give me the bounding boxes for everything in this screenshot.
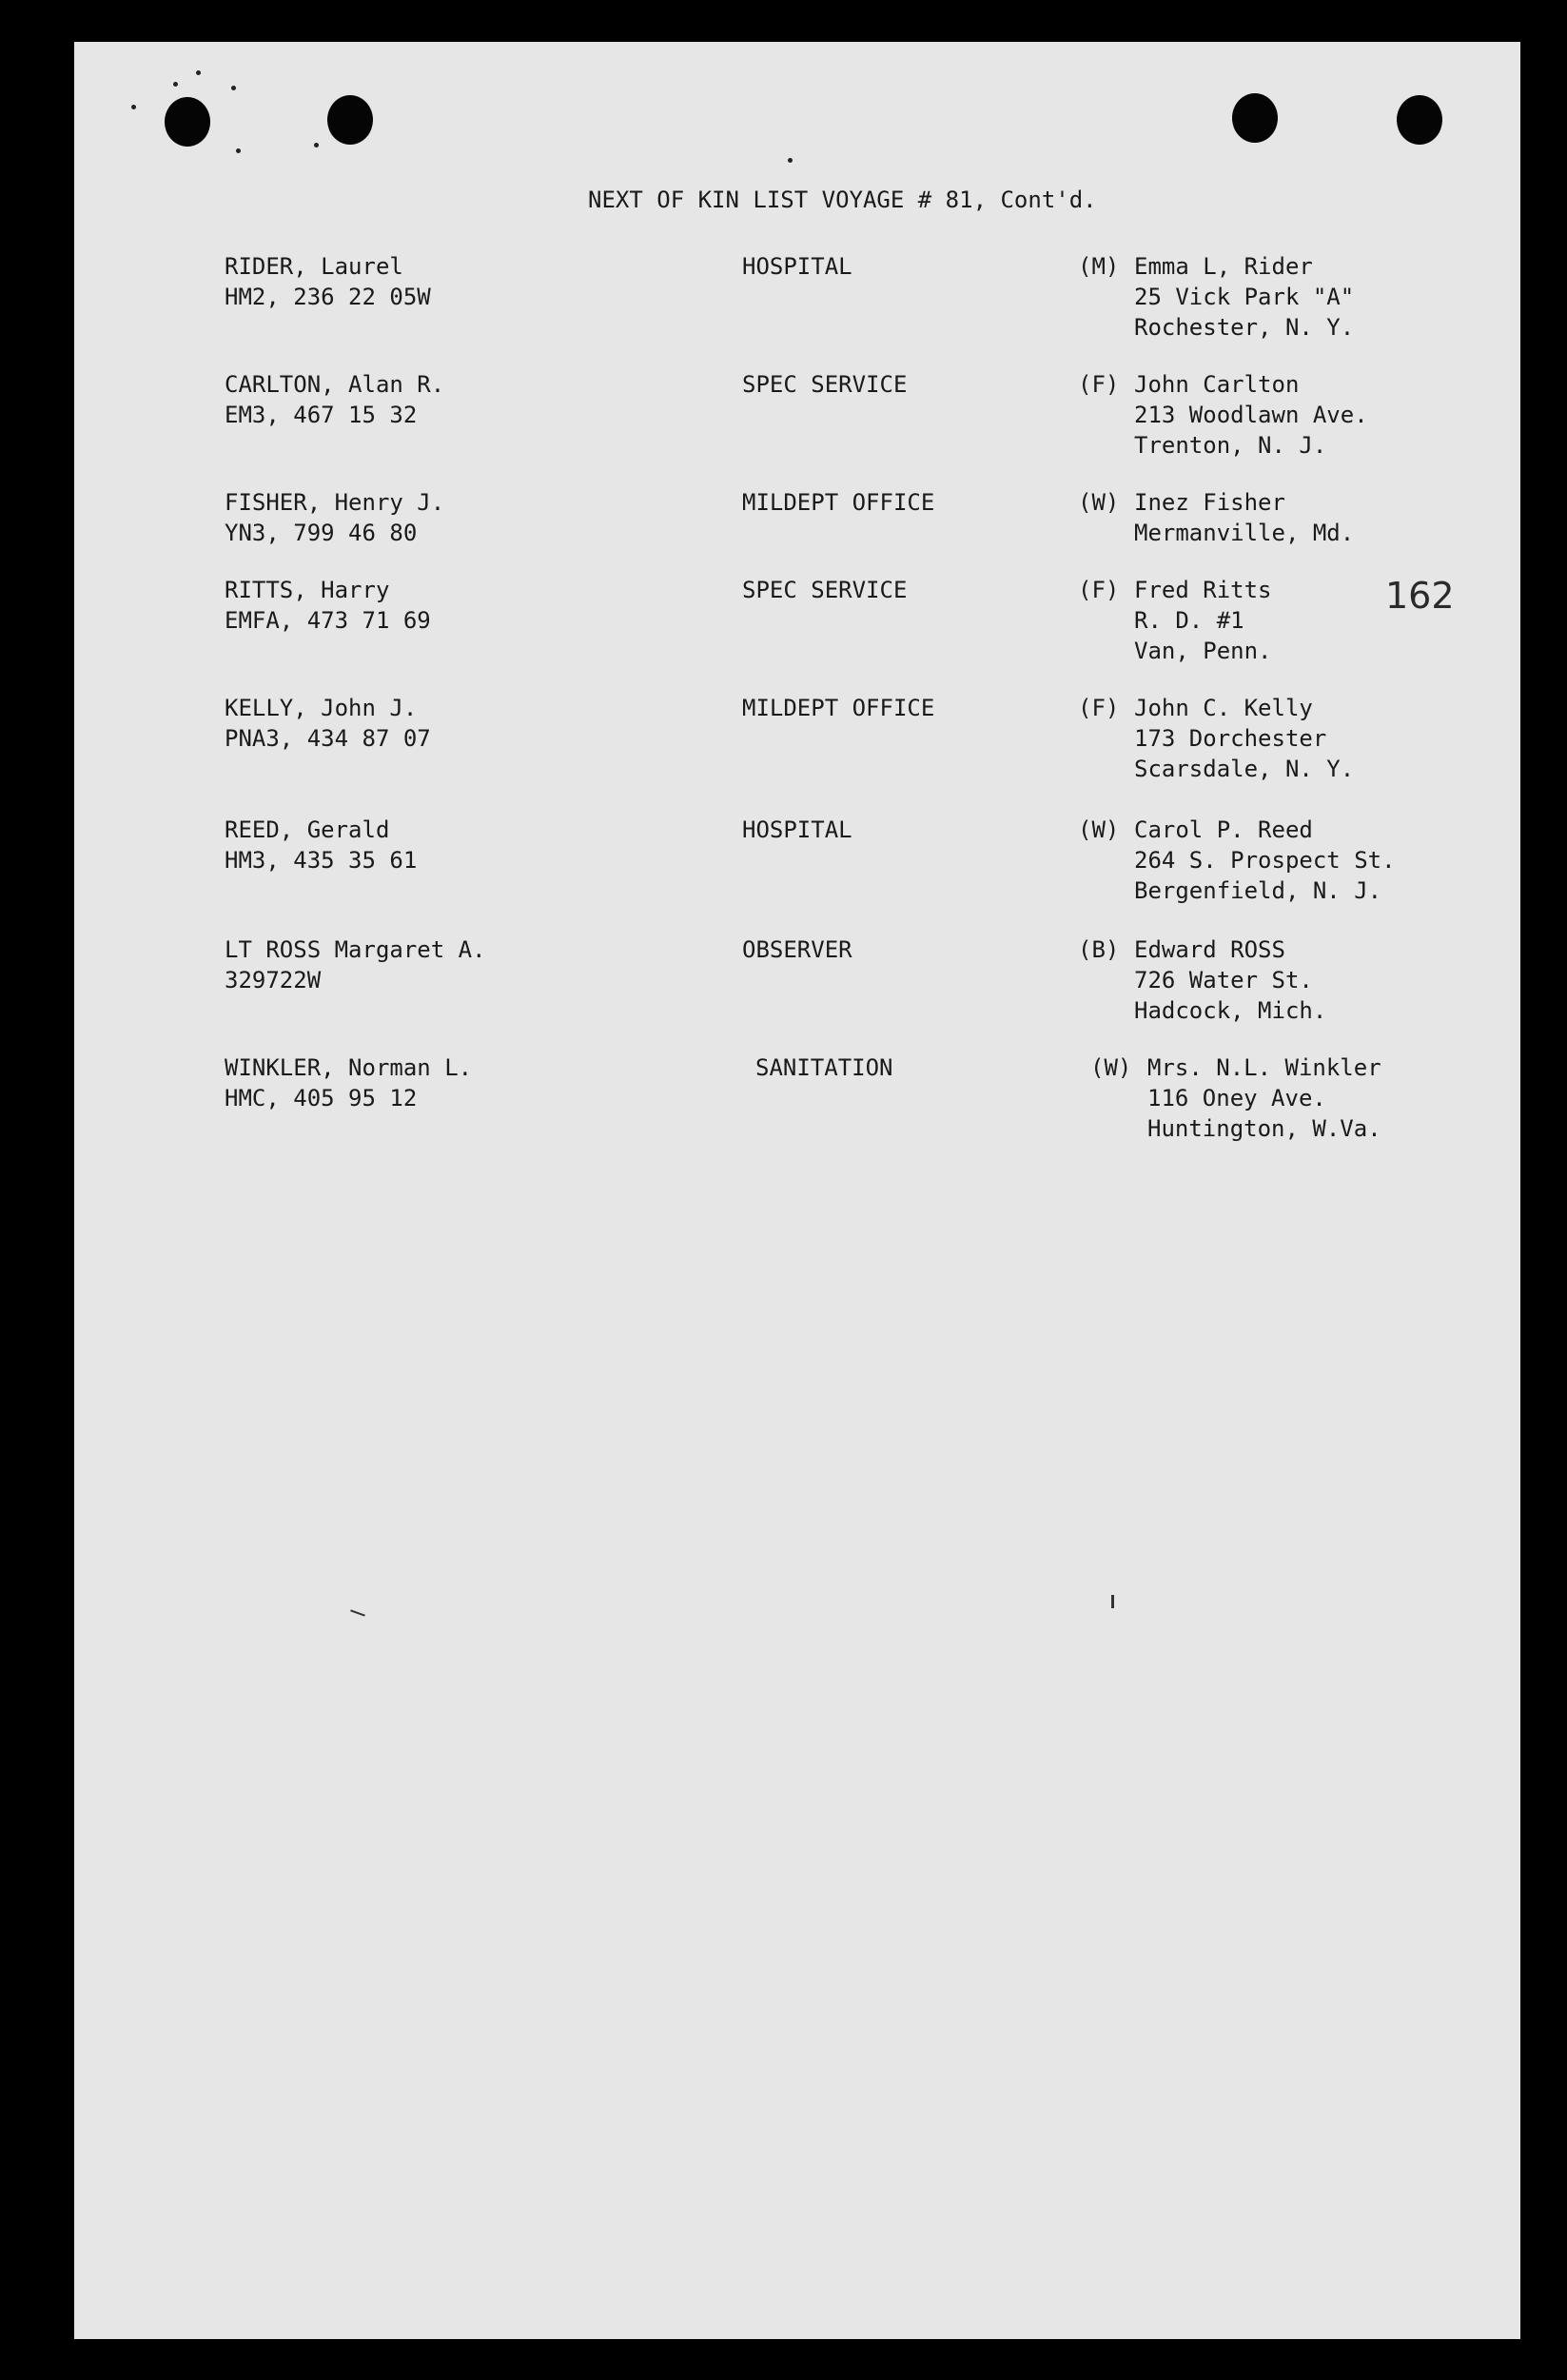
rate-service-number: YN3, 799 46 80 <box>225 520 418 546</box>
rate-service-number: 329722W <box>225 967 322 993</box>
assignment: SPEC SERVICE <box>742 371 908 398</box>
serviceman-block <box>225 487 444 548</box>
serviceman-block <box>225 251 431 312</box>
serviceman-name: REED, Gerald <box>225 816 390 843</box>
kin-line: Trenton, N. J. <box>1134 432 1327 459</box>
rate-service-number: HM3, 435 35 61 <box>225 847 418 874</box>
punch-hole-icon <box>327 95 373 145</box>
serviceman-name: RIDER, Laurel <box>225 253 403 280</box>
ink-speck <box>196 70 201 75</box>
page-number: 162 <box>1385 575 1455 617</box>
kin-address-block <box>1134 693 1354 784</box>
kin-relation: (M) <box>1078 253 1120 280</box>
assignment: OBSERVER <box>742 936 852 963</box>
kin-line: 116 Oney Ave. <box>1147 1085 1326 1111</box>
kin-relation: (B) <box>1078 936 1120 963</box>
kin-address-block <box>1134 934 1326 1026</box>
serviceman-name: RITTS, Harry <box>225 577 390 603</box>
kin-line: Rochester, N. Y. <box>1134 314 1355 341</box>
kin-line: Emma L, Rider <box>1134 253 1313 280</box>
serviceman-name: KELLY, John J. <box>225 695 418 721</box>
assignment: SPEC SERVICE <box>742 577 908 603</box>
assignment: MILDEPT OFFICE <box>742 695 935 721</box>
kin-line: John Carlton <box>1134 371 1300 398</box>
serviceman-block <box>225 369 444 430</box>
punch-hole-icon <box>1397 95 1442 145</box>
kin-line: John C. Kelly <box>1134 695 1313 721</box>
assignment: HOSPITAL <box>742 816 852 843</box>
stray-mark <box>350 1609 365 1616</box>
ink-speck <box>173 82 178 87</box>
assignment: MILDEPT OFFICE <box>742 489 935 516</box>
kin-line: Fred Ritts <box>1134 577 1272 603</box>
kin-relation: (F) <box>1078 371 1120 398</box>
kin-relation: (W) <box>1078 816 1120 843</box>
kin-address-block <box>1134 575 1272 666</box>
kin-line: Huntington, W.Va. <box>1147 1115 1381 1142</box>
kin-line: Mrs. N.L. Winkler <box>1147 1054 1381 1081</box>
kin-line: Scarsdale, N. Y. <box>1134 756 1355 782</box>
rate-service-number: HM2, 236 22 05W <box>225 284 431 310</box>
kin-relation: (W) <box>1090 1054 1132 1081</box>
kin-line: Carol P. Reed <box>1134 816 1313 843</box>
kin-address-block <box>1134 251 1354 343</box>
rate-service-number: EMFA, 473 71 69 <box>225 607 431 634</box>
kin-line: 213 Woodlawn Ave. <box>1134 402 1368 428</box>
kin-line: 173 Dorchester <box>1134 725 1327 752</box>
ink-speck <box>231 86 236 90</box>
kin-line: Edward ROSS <box>1134 936 1285 963</box>
ink-speck <box>236 148 241 153</box>
kin-line: R. D. #1 <box>1134 607 1244 634</box>
punch-hole-icon <box>165 97 210 147</box>
kin-line: 726 Water St. <box>1134 967 1313 993</box>
ink-speck <box>788 158 793 163</box>
kin-relation: (W) <box>1078 489 1120 516</box>
assignment: HOSPITAL <box>742 253 852 280</box>
serviceman-block <box>225 934 486 995</box>
document-page <box>74 42 1520 2339</box>
serviceman-name: FISHER, Henry J. <box>225 489 445 516</box>
kin-address-block <box>1147 1052 1381 1144</box>
kin-address-block <box>1134 369 1368 461</box>
kin-line: 264 S. Prospect St. <box>1134 847 1396 874</box>
kin-line: Van, Penn. <box>1134 638 1272 664</box>
serviceman-name: CARLTON, Alan R. <box>225 371 445 398</box>
stray-mark <box>1111 1595 1114 1608</box>
kin-line: Bergenfield, N. J. <box>1134 877 1382 904</box>
kin-line: Inez Fisher <box>1134 489 1285 516</box>
rate-service-number: PNA3, 434 87 07 <box>225 725 431 752</box>
kin-line: 25 Vick Park "A" <box>1134 284 1355 310</box>
serviceman-name: LT ROSS Margaret A. <box>225 936 486 963</box>
kin-address-block <box>1134 487 1354 548</box>
serviceman-block <box>225 575 431 636</box>
assignment: SANITATION <box>755 1054 893 1081</box>
kin-line: Mermanville, Md. <box>1134 520 1355 546</box>
kin-relation: (F) <box>1078 695 1120 721</box>
serviceman-block <box>225 1052 472 1113</box>
kin-line: Hadcock, Mich. <box>1134 997 1327 1024</box>
punch-hole-icon <box>1232 93 1278 143</box>
rate-service-number: EM3, 467 15 32 <box>225 402 418 428</box>
serviceman-block <box>225 693 431 754</box>
ink-speck <box>314 143 319 148</box>
rate-service-number: HMC, 405 95 12 <box>225 1085 418 1111</box>
serviceman-name: WINKLER, Norman L. <box>225 1054 473 1081</box>
kin-relation: (F) <box>1078 577 1120 603</box>
list-title: NEXT OF KIN LIST VOYAGE # 81, Cont'd. <box>588 187 1097 213</box>
ink-speck <box>131 105 136 109</box>
serviceman-block <box>225 815 417 875</box>
kin-address-block <box>1134 815 1396 906</box>
